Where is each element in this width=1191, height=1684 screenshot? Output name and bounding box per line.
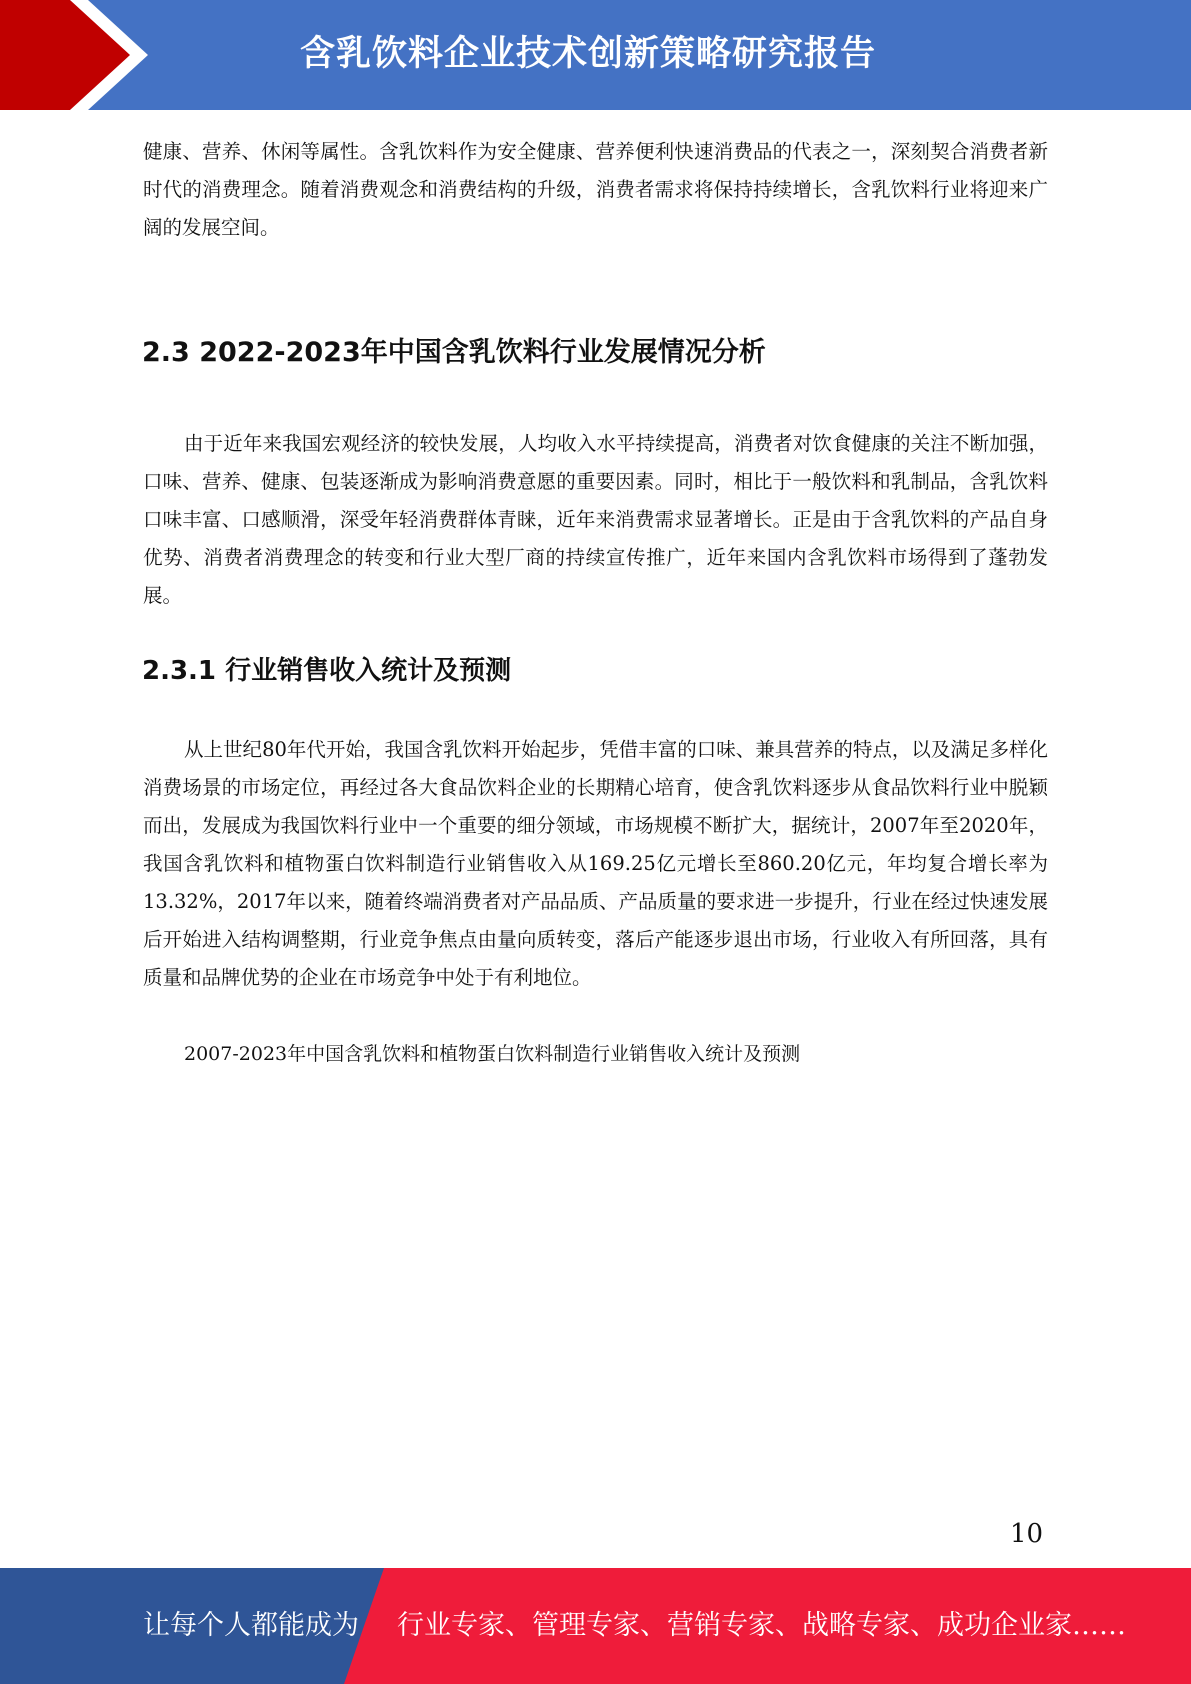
page-number: 10 xyxy=(1010,1519,1044,1549)
page-header xyxy=(0,0,1191,110)
section-2-3-1-paragraph: 从上世纪80年代开始，我国含乳饮料开始起步，凭借丰富的口味、兼具营养的特点，以及满足多样化消费场景的市场定位，再经过各大食品饮料企业的长期精心培育，使含乳饮料逐步从食品饮料行业中脱颖而出，发展成为我国饮料行业中一个重要的细分领域，市场规模不断扩大，据统计，2007年至2020年，我国含乳饮料和植物蛋白饮料制造行业销售收入从169.25亿元增长至860.20亿元，年均复合增长率为13.32%，2017年以来，随着终端消费者对产品品质、产品质量的要求进一步提升，行业在经过快速发展后开始进入结构调整期，行业竞争焦点由量向质转变，落后产能逐步退出市场，行业收入有所回落，具有质量和品牌优势的企业在市场竞争中处于有利地位。 xyxy=(143,738,1048,989)
header-red-arrow-decoration xyxy=(0,0,160,110)
section-2-3-1-heading: 2.3.1 行业销售收入统计及预测 xyxy=(142,656,512,686)
section-2-3-paragraph: 由于近年来我国宏观经济的较快发展，人均收入水平持续提高，消费者对饮食健康的关注不断加强，口味、营养、健康、包装逐渐成为影响消费意愿的重要因素。同时，相比于一般饮料和乳制品，含乳饮料口味丰富、口感顺滑，深受年轻消费群体青睐，近年来消费需求显著增长。正是由于含乳饮料的产品自身优势、消费者消费理念的转变和行业大型厂商的持续宣传推广，近年来国内含乳饮料市场得到了蓬勃发展。 xyxy=(143,432,1048,607)
intro-paragraph: 健康、营养、休闲等属性。含乳饮料作为安全健康、营养便利快速消费品的代表之一，深刻契合消费者新时代的消费理念。随着消费观念和消费结构的升级，消费者需求将保持持续增长，含乳饮料行业将迎来广阔的发展空间。 xyxy=(143,140,1048,239)
section-2-3-heading: 2.3 2022-2023年中国含乳饮料行业发展情况分析 xyxy=(142,337,766,368)
footer-slogan-right: 行业专家、管理专家、营销专家、战略专家、成功企业家…… xyxy=(397,1610,1126,1641)
figure-caption: 2007-2023年中国含乳饮料和植物蛋白饮料制造行业销售收入统计及预测 xyxy=(184,1043,801,1065)
report-title: 含乳饮料企业技术创新策略研究报告 xyxy=(300,34,877,74)
footer-slogan-left: 让每个人都能成为 xyxy=(143,1610,359,1641)
page-footer xyxy=(0,1568,1191,1684)
